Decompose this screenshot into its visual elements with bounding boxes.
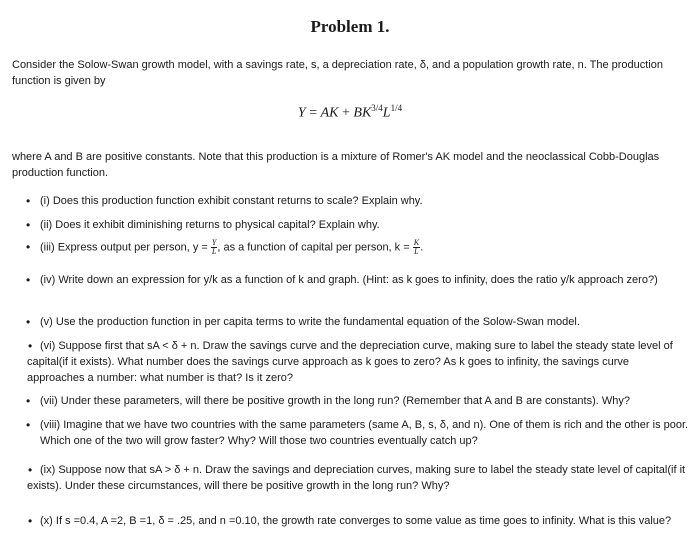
question-text: (vii) Under these parameters, will there be positive growth in the long run? (Remember that A and B are constants). Why? — [40, 395, 631, 407]
bullet-icon: • — [26, 315, 31, 329]
question-ix — [27, 462, 687, 494]
bullet-icon: • — [26, 394, 31, 408]
question-text: (ii) Does it exhibit diminishing returns to physical capital? Explain why. — [40, 219, 380, 231]
question-text: (v) Use the production function in per capita terms to write the fundamental equation of the Solow-Swan model. — [40, 316, 580, 328]
question-text: (iii) Express output per person, y = — [40, 241, 208, 254]
after-equation-paragraph: where A and B are positive constants. Note that this production is a mixture of Romer's AK model and the neoclassical Cobb-Douglas production function. — [12, 151, 660, 179]
question-text: (vi) Suppose first that sA < δ + n. Draw the savings curve and the depreciation curve, making sure to label the steady state level of capital(if it exists). What number does the savings curve approach as k goes to zero? As k goes to infinity, the savings curve approaches a number: what number is that? Is it zero? — [27, 340, 673, 384]
bullet-icon: • — [28, 463, 33, 477]
bullet-icon: • — [26, 218, 31, 232]
question-iii — [26, 238, 695, 256]
problem-title: Problem 1. — [310, 17, 390, 36]
question-text: (viii) Imagine that we have two countries with the same parameters (same A, B, s, δ, and n). One of them is rich and the other is poor. Which one of the two will grow faster? Why? Will those two countries eventually catch up? — [40, 419, 689, 447]
question-text: (iv) Write down an expression for y/k as a function of k and graph. (Hint: as k goes to infinity, does the ratio y/k approach zero?) — [40, 274, 658, 286]
k-over-l-fraction: $\frac{K}{L}$ — [413, 238, 420, 256]
question-vii — [26, 393, 695, 409]
question-i — [26, 193, 695, 209]
bullet-icon: • — [26, 273, 31, 287]
bullet-icon: • — [26, 194, 31, 208]
question-v — [26, 314, 695, 330]
question-ii — [26, 217, 695, 233]
question-text: (i) Does this production function exhibit constant returns to scale? Explain why. — [40, 195, 423, 207]
question-text: , as a function of capital per person, k = — [217, 241, 410, 254]
question-x — [27, 513, 687, 529]
intro-paragraph: Consider the Solow-Swan growth model, with a savings rate, s, a depreciation rate, δ, and a population growth rate, n. The production function is given by — [12, 59, 664, 87]
production-function-equation: Y = AK + $BK^{3/4}L^{1/4}$ — [297, 103, 403, 121]
bullet-icon: • — [26, 418, 31, 432]
question-viii — [26, 417, 695, 449]
question-text: (ix) Suppose now that sA > δ + n. Draw the savings and depreciation curves, making sure to label the steady state level of capital(if it exists). Under these circumstances, will there be positive growth in the long run? Why? — [27, 464, 686, 492]
bullet-icon: • — [26, 240, 31, 254]
question-text: (x) If s =0.4, A =2, B =1, δ = .25, and n =0.10, the growth rate converges to some value as time goes to infinity. What is this value? — [40, 515, 672, 527]
question-vi — [27, 338, 687, 386]
bullet-icon: • — [28, 339, 33, 353]
bullet-icon: • — [28, 514, 33, 528]
y-over-l-fraction: $\frac{Y}{L}$ — [211, 238, 217, 256]
question-text: . — [420, 241, 424, 254]
question-iv — [26, 272, 695, 288]
